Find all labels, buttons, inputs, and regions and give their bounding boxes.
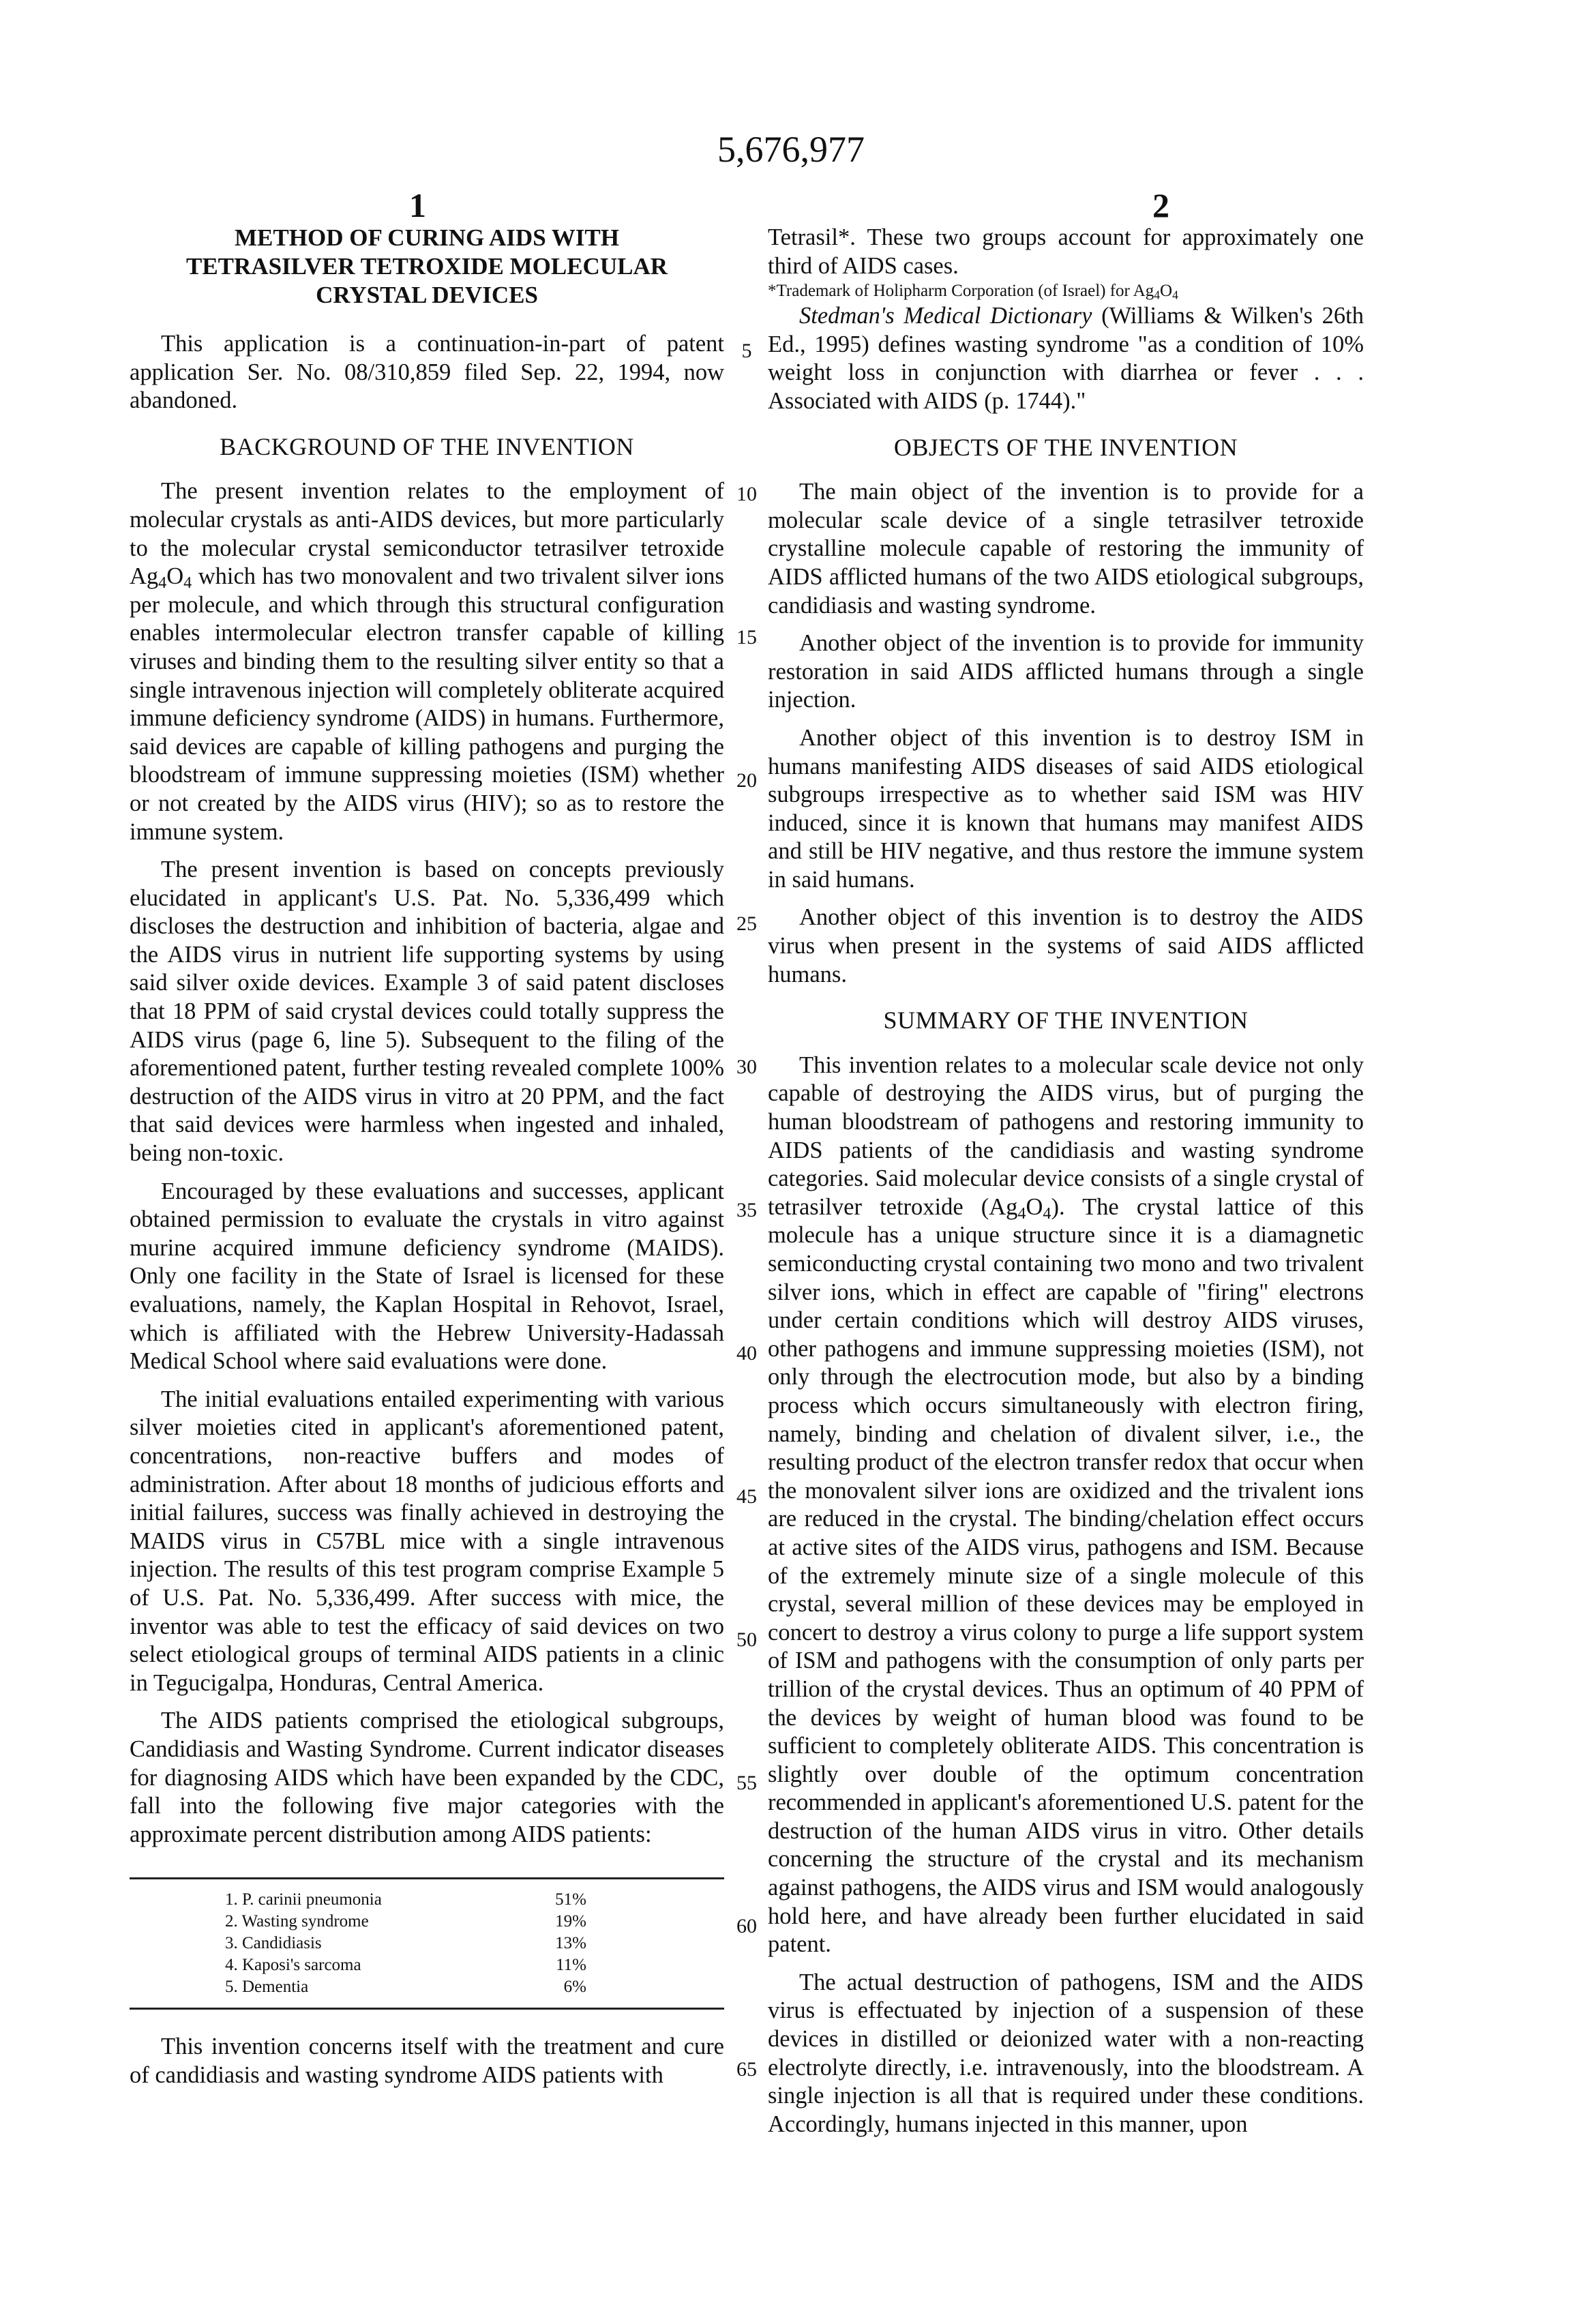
left-column xyxy=(130,224,724,2089)
column-number-right: 2 xyxy=(1152,186,1169,224)
trademark-footnote: *Trademark of Holipharm Corporation (of Israel) for $Ag_4O_4$ xyxy=(768,282,1178,302)
summary-paragraph-2: The actual destruction of pathogens, ISM and the AIDS virus is effectuated by injection of a suspension of these devices in distilled or deionized water with a non-reacting electrolyte directly, i.e. intravenously, into the bloodstream. A single injection is all that is required under these conditions. Accordingly, humans injected in this manner, upon xyxy=(768,1969,1364,2137)
background-paragraph-1: The present invention relates to the employment of molecular crystals as anti-AIDS devices, but more particularly to the molecular crystal semiconductor tetrasilver tetroxide $Ag_4O_4$ which has two monovalent and two trivalent silver ions per molecule, and which through this structural configuration enables intermolecular electron transfer capable of killing viruses and binding them to the resulting silver entity so that a single intravenous injection will completely obliterate acquired immune deficiency syndrome (AIDS) in humans. Furthermore, said devices are capable of killing pathogens and purging the bloodstream of immune suppressing moieties (ISM) whether or not created by the AIDS virus (HIV); so as to restore the immune system. xyxy=(130,478,724,845)
distribution-table xyxy=(130,1877,724,2010)
background-paragraph-4: The initial evaluations entailed experimenting with various silver moieties cited in applicant's aforementioned patent, concentrations, non-reactive buffers and modes of administration. After about 18 months of judicious efforts and initial failures, success was finally achieved in destroying the MAIDS virus in C57BL mice with a single intravenous injection. The results of this test program comprise Example 5 of U.S. Pat. No. 5,336,499. After success with mice, the inventor was able to test the efficacy of said devices on two select etiological groups of terminal AIDS patients in a clinic in Tegucigalpa, Honduras, Central America. xyxy=(130,1386,724,1696)
table-row: 4. Kaposi's sarcoma 11% xyxy=(225,1956,586,1975)
patent-page: 5,676,977 1 2 METHOD OF CURING AIDS WITH TETRASILVER TETROXIDE MOLECULAR CRYSTAL DEVICES This application is a continuation-in-part of patent application Ser. No. 08/310,859 filed Sep. 22, 1994, now abandoned. BACKGROUND OF THE INVENTION The present invention relates to the employment of molecular crystals as anti-AIDS devices, but more particularly to the molecular crystal semiconductor tetrasilver tetroxide $Ag_4O_4$ which has two monovalent and two trivalent silver ions per molecule, and which through this structural configuration enables intermolecular electron transfer capable of killing viruses and binding them to the resulting silver entity so that a single intravenous injection will completely obliterate acquired immune deficiency syndrome (AIDS) in humans. Furthermore, said devices are capable of killing pathogens and purging the bloodstream of immune suppressing moieties (ISM) whether or not created by the AIDS virus (HIV); so as to restore the immune system. The present invention is based on concepts previously elucidated in applicant's U.S. Pat. No. 5,336,499 which discloses the destruction and inhibition of bacteria, algae and the AIDS virus in nutrient life supporting systems by using said silver oxide devices. Example 3 of said patent discloses that 18 PPM of said crystal devices could totally suppress the AIDS virus (page 6, line 5). Subsequent to the filing of the aforementioned patent, further testing revealed complete 100% destruction of the AIDS virus in vitro at 20 PPM, and the fact that said devices were harmless when ingested and inhaled, being non-toxic. Encouraged by these evaluations and successes, applicant obtained permission to evaluate the crystals in vitro against murine acquired immune deficiency syndrome (MAIDS). Only one facility in the State of Israel is licensed for these evaluations, namely, the Kaplan Hospital in Rehovot, Israel, which is affiliated with the Hebrew University-Hadassah Medical School where said evaluations were done. The initial evaluations entailed experimenting with various silver moieties cited in applicant's aforementioned patent, concentrations, non-reactive buffers and modes of administration. After about 18 months of judicious efforts and initial failures, success was finally achieved in destroying the MAIDS virus in C57BL mice with a single intravenous injection. The results of this test program comprise Example 5 of U.S. Pat. No. 5,336,499. After success with mice, the inventor was able to test the efficacy of said devices on two select etiological groups of terminal AIDS patients in a clinic in Tegucigalpa, Honduras, Central America. The AIDS patients comprised the etiological subgroups, Candidiasis and Wasting Syndrome. Current indicator diseases for diagnosing AIDS which have been expanded by the CDC, fall into the following five major categories with the approximate percent distribution among AIDS patients: 1. P. carinii pneumonia 51% 2. Wasting syndrome 19% 3. Candidiasis 13% 4. Kaposi's sarcoma 11% 5. Dementia 6% This invention concerns itself with the treatment and cure of candidiasis and wasting syndrome AIDS patients with 5 10 15 20 25 30 35 40 45 50 55 60 65 Tetrasil*. These two groups account for approximately one third of AIDS cases. *Trademark of Holipharm Corporation (of Israel) for $Ag_4O_4$ Stedman's Medical Dictionary (Williams & Wilken's 26th Ed., 1995) defines wasting syndrome "as a condition of 10% weight loss in conjunction with diarrhea or fever . . . Associated with AIDS (p. 1744)." OBJECTS OF THE INVENTION The main object of the invention is to provide for a molecular scale device of a single tetrasilver tetroxide crystalline molecule capable of restoring the immunity of AIDS afflicted humans of the two AIDS etiological subgroups, candidiasis and wasting syndrome. Another object of the invention is to provide for immunity restoration in said AIDS afflicted humans through a single injection. Another object of this invention is to destroy ISM in humans manifesting AIDS diseases of said AIDS etiological subgroups irrespective as to whether said ISM was HIV induced, since it is known that humans may manifest AIDS and still be HIV negative, and thus restore the immune system in said humans. Another object of this invention is to destroy the AIDS virus when present in the systems of said AIDS afflicted humans. SUMMARY OF THE INVENTION This invention relates to a molecular scale device not only capable of destroying the AIDS virus, but of purging the human bloodstream of pathogens and restoring immunity to AIDS patients of the candidiasis and wasting syndrome categories. Said molecular device consists of a single crystal of tetrasilver tetroxide $(Ag_4O_4)$. The crystal lattice of this molecule has a unique structure since it is a diamagnetic semiconducting crystal containing two mono and two trivalent silver ions, which in effect are capable of "firing" electrons under certain conditions which will destroy AIDS viruses, other pathogens and immune suppressing moieties (ISM), not only through the electrocution mode, but also by a binding process which occurs simultaneously with electron firing, namely, binding and chelation of divalent silver, i.e., the resulting product of the electron transfer redox that occur when the monovalent silver ions are oxidized and the trivalent ions are reduced in the crystal. The binding/chelation effect occurs at active sites of the AIDS virus, pathogens and ISM. Because of the extremely minute size of a single molecule of this crystal, several million of these devices may be employed in concert to destroy a virus colony to purge a life support system of ISM and pathogens with the consumption of only parts per trillion of the crystal devices. Thus an optimum of 40 PPM of the devices by weight of human blood was found to be sufficient to completely obliterate AIDS. This concentration is slightly over double of the optimum concentration recommended in applicant's aforementioned U.S. patent for the destruction of the human AIDS virus in vitro. Other details concerning the structure of the crystal and its mechanism against pathogens, the AIDS virus and ISM would analogously hold here, and have already been further elucidated in said patent. The actual destruction of pathogens, ISM and the AIDS virus is effectuated by injection of a suspension of these devices in distilled or deionized water with a non-reacting electrolyte directly, i.e. intravenously, into the bloodstream. A single injection is all that is required under these conditions. Accordingly, humans injected in this manner, upon xyxy=(0,0,1582,2324)
background-heading: BACKGROUND OF THE INVENTION xyxy=(220,432,634,460)
background-paragraph-2: The present invention is based on concepts previously elucidated in applicant's U.S. Pat. No. 5,336,499 which discloses the destruction and inhibition of bacteria, algae and the AIDS virus in nutrient life supporting systems by using said silver oxide devices. Example 3 of said patent discloses that 18 PPM of said crystal devices could totally suppress the AIDS virus (page 6, line 5). Subsequent to the filing of the aforementioned patent, further testing revealed complete 100% destruction of the AIDS virus in vitro at 20 PPM, and the fact that said devices were harmless when ingested and inhaled, being non-toxic. xyxy=(130,856,724,1167)
objects-heading: OBJECTS OF THE INVENTION xyxy=(893,433,1238,461)
background-paragraph-3: Encouraged by these evaluations and successes, applicant obtained permission to evaluate the crystals in vitro against murine acquired immune deficiency syndrome (MAIDS). Only one facility in the State of Israel is licensed for these evaluations, namely, the Kaplan Hospital in Rehovot, Israel, which is affiliated with the Hebrew University-Hadassah Medical School where said evaluations were done. xyxy=(130,1178,724,1375)
object-paragraph-2: Another object of the invention is to provide for immunity restoration in said AIDS afflicted humans through a single injection. xyxy=(768,630,1364,713)
right-column xyxy=(768,224,1364,2139)
continuation-paragraph: Tetrasil*. These two groups account for approximately one third of AIDS cases. xyxy=(768,224,1364,279)
object-paragraph-1: The main object of the invention is to provide for a molecular scale device of a single tetrasilver tetroxide crystalline molecule capable of restoring the immunity of AIDS afflicted humans of the two AIDS etiological subgroups, candidiasis and wasting syndrome. xyxy=(768,479,1364,619)
column-number-left: 1 xyxy=(409,186,426,224)
summary-paragraph-1: This invention relates to a molecular scale device not only capable of destroying the AIDS virus, but of purging the human bloodstream of pathogens and restoring immunity to AIDS patients of the candidiasis and wasting syndrome categories. Said molecular device consists of a single crystal of tetrasilver tetroxide $(Ag_4O_4)$. The crystal lattice of this molecule has a unique structure since it is a diamagnetic semiconducting crystal containing two mono and two trivalent silver ions, which in effect are capable of "firing" electrons under certain conditions which will destroy AIDS viruses, other pathogens and immune suppressing moieties (ISM), not only through the electrocution mode, but also by a binding process which occurs simultaneously with electron firing, namely, binding and chelation of divalent silver, i.e., the resulting product of the electron transfer redox that occur when the monovalent silver ions are oxidized and the trivalent ions are reduced in the crystal. The binding/chelation effect occurs at active sites of the AIDS virus, pathogens and ISM. Because of the extremely minute size of a single molecule of this crystal, several million of these devices may be employed in concert to destroy a virus colony to purge a life support system of ISM and pathogens with the consumption of only parts per trillion of the crystal devices. Thus an optimum of 40 PPM of the devices by weight of human blood was found to be sufficient to completely obliterate AIDS. This concentration is slightly over double of the optimum concentration recommended in applicant's aforementioned U.S. patent for the destruction of the human AIDS virus in vitro. Other details concerning the structure of the crystal and its mechanism against pathogens, the AIDS virus and ISM would analogously hold here, and have already been further elucidated in said patent. xyxy=(768,1052,1364,1958)
table-row: 5. Dementia 6% xyxy=(225,1978,586,1997)
patent-number: 5,676,977 xyxy=(717,129,865,170)
summary-heading: SUMMARY OF THE INVENTION xyxy=(883,1007,1249,1034)
background-paragraph-6: This invention concerns itself with the treatment and cure of candidiasis and wasting syndrome AIDS patients with xyxy=(130,2034,724,2088)
table-row: 1. P. carinii pneumonia 51% xyxy=(225,1890,586,1909)
stedman-definition: Stedman's Medical Dictionary (Williams & Wilken's 26th Ed., 1995) defines wasting syndrome "as a condition of 10% weight loss in conjunction with diarrhea or fever . . . Associated with AIDS (p. 1744)." xyxy=(768,303,1364,414)
background-paragraph-5: The AIDS patients comprised the etiological subgroups, Candidiasis and Wasting Syndrome. Current indicator diseases for diagnosing AIDS which have been expanded by the CDC, fall into the following five major categories with the approximate percent distribution among AIDS patients: xyxy=(130,1708,724,1847)
table-row: 2. Wasting syndrome 19% xyxy=(225,1912,586,1931)
table-row: 3. Candidiasis 13% xyxy=(225,1934,586,1953)
intro-paragraph: This application is a continuation-in-part of patent application Ser. No. 08/310,859 filed Sep. 22, 1994, now abandoned. xyxy=(130,331,724,414)
object-paragraph-4: Another object of this invention is to destroy the AIDS virus when present in the systems of said AIDS afflicted humans. xyxy=(768,904,1364,987)
object-paragraph-3: Another object of this invention is to destroy ISM in humans manifesting AIDS diseases of said AIDS etiological subgroups irrespective as to whether said ISM was HIV induced, since it is known that humans may manifest AIDS and still be HIV negative, and thus restore the immune system in said humans. xyxy=(768,724,1364,893)
document-title: METHOD OF CURING AIDS WITH TETRASILVER TETROXIDE MOLECULAR CRYSTAL DEVICES xyxy=(185,224,668,308)
